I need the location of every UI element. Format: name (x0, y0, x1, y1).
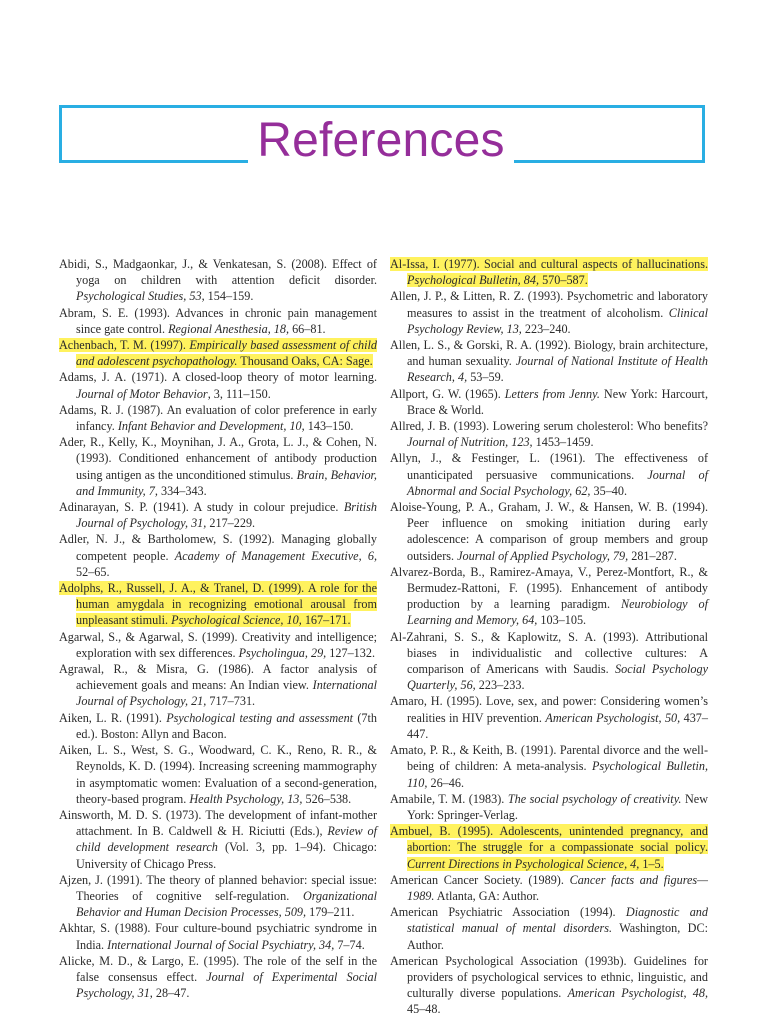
reference-source: Review of child development research (76, 824, 377, 855)
reference-entry-aiken-ls (59, 742, 377, 807)
reference-entry-ajzen (59, 872, 377, 921)
page-title: References (257, 114, 505, 167)
reference-text: Al-Issa, I. (1977). Social and cultural aspects of hallucinations. (390, 257, 708, 271)
reference-source: Current Directions in Psychological Science, 4, (407, 856, 640, 871)
reference-source: Psychological Science, 10, (171, 613, 302, 628)
reference-source: Psycholingua, 29, (238, 645, 327, 660)
reference-text: Washington, DC: Author. (407, 921, 708, 952)
reference-text: 217–229. (206, 516, 256, 531)
reference-text: Alvarez-Borda, B., Ramirez-Amaya, V., Perez-Montfort, R., & Bermudez-Rattoni, F. (1995). Enhancement of antibody production by a learning paradigm. (390, 564, 708, 612)
reference-entry-aiken-lr (59, 710, 377, 742)
reference-entry-allen-jp (390, 288, 708, 337)
reference-text: Adolphs, R., Russell, J. A., & Tranel, D. (1999). A role for the human amygdala in recognizing emotional arousal from unpleasant stimuli. (59, 581, 377, 628)
reference-text: 570–587. (539, 273, 588, 288)
reference-text: Ambuel, B. (1995). Adolescents, unintended pregnancy, and abortion: The struggle for a compassionate social policy. (390, 824, 708, 855)
reference-entry-al-zahrani (390, 629, 708, 694)
reference-text: Aiken, L. S., West, S. G., Woodward, C. K., Reno, R. R., & Reynolds, K. D. (1994). Increasing screening mammography in asymptomatic women: Evaluation of a second-generation, theory-based program. (59, 743, 377, 806)
reference-text: Adinarayan, S. P. (1941). A study in colour prejudice. (59, 500, 344, 515)
reference-text: 127–132. (326, 645, 375, 660)
reference-text: Amaro, H. (1995). Love, sex, and power: Considering women’s realities in HIV prevention. (390, 694, 708, 725)
reference-source: American Psychologist, 48, (567, 986, 708, 1001)
reference-entry-ainsworth (59, 807, 377, 872)
reference-source: American Psychologist, 50, (545, 710, 681, 725)
references-right-column (390, 256, 708, 1018)
reference-text: Adams, J. A. (1971). A closed-loop theory of motor learning. (59, 370, 377, 385)
reference-text: 103–105. (537, 613, 587, 628)
reference-entry-adams-ja (59, 369, 377, 401)
reference-text: Amabile, T. M. (1983). (390, 791, 508, 806)
reference-text: 223–233. (475, 678, 525, 693)
reference-text: Thousand Oaks, CA: Sage. (237, 354, 373, 369)
reference-text: New York: Harcourt, Brace & World. (407, 386, 708, 417)
reference-source: Diagnostic and statistical manual of mental disorders. (407, 905, 708, 936)
reference-source: Brain, Behavior, and Immunity, 7, (76, 467, 377, 498)
reference-entry-adler (59, 531, 377, 580)
reference-entry-adams-rj (59, 402, 377, 434)
reference-source: The social psychology of creativity. (507, 791, 682, 806)
reference-text: 281–287. (628, 548, 677, 563)
reference-source: Psychological Studies, 53, (76, 289, 205, 304)
reference-text: American Cancer Society. (1989). (390, 872, 570, 887)
references-left-column (59, 256, 377, 1001)
reference-text: Allyn, J., & Festinger, L. (1961). The effectiveness of unanticipated persuasive communications. (390, 451, 708, 482)
reference-text: Allen, J. P., & Litten, R. Z. (1993). Psychometric and laboratory measures to assist in the treatment of alcoholism. (390, 289, 708, 320)
reference-entry-achenbach (59, 337, 377, 369)
reference-source: Journal of National Institute of Health Research, 4, (407, 354, 708, 385)
reference-text: Ajzen, J. (1991). The theory of planned behavior: special issue: Theories of cognitive self-regulation. (59, 872, 377, 903)
reference-source: Letters from Jenny. (504, 386, 600, 401)
reference-source: Empirically based assessment of child and adolescent psychopathology. (76, 338, 377, 369)
reference-source: Journal of Nutrition, 123, (407, 435, 533, 450)
reference-source: Infant Behavior and Development, 10, (117, 419, 305, 434)
highlight-mark (59, 338, 377, 368)
reference-text: Abram, S. E. (1993). Advances in chronic pain management since gate control. (59, 305, 377, 336)
reference-text: 53–59. (467, 370, 504, 385)
reference-text: Amato, P. R., & Keith, B. (1991). Parental divorce and the well-being of children: A meta-analysis. (390, 743, 708, 774)
reference-source: Psychological testing and assessment (166, 710, 354, 725)
reference-entry-allyn (390, 450, 708, 499)
reference-entry-amaro (390, 693, 708, 742)
reference-text: Allen, L. S., & Gorski, R. A. (1992). Biology, brain architecture, and human sexuality. (390, 338, 708, 369)
reference-entry-abram (59, 305, 377, 337)
reference-text: 45–48. (407, 1002, 441, 1017)
reference-source: Neurobiology of Learning and Memory, 64, (407, 597, 708, 628)
reference-entry-abidi (59, 256, 377, 305)
title-rule-right (514, 160, 705, 163)
reference-text: New York: Springer-Verlag. (407, 791, 709, 822)
reference-entry-amato (390, 742, 708, 791)
reference-source: Psychological Bulletin, 84, (407, 273, 540, 288)
reference-entry-akhtar (59, 920, 377, 952)
reference-text: 154–159. (204, 289, 254, 304)
reference-text: Adams, R. J. (1987). An evaluation of color preference in early infancy. (59, 402, 377, 434)
reference-text: 223–240. (521, 321, 571, 336)
reference-entry-allport (390, 386, 708, 418)
reference-entry-alvarez-borda (390, 564, 708, 629)
reference-text: Atlanta, GA: Author. (434, 888, 540, 903)
reference-text: 717–731. (206, 694, 256, 709)
reference-text: Aloise-Young, P. A., Graham, J. W., & Hansen, W. B. (1994). Peer influence on smoking initiation during early adolescence: A comparison of group members and group outsiders. (390, 500, 708, 563)
reference-text: Agarwal, S., & Agarwal, S. (1999). Creativity and intelligence; exploration with sex differences. (59, 629, 377, 660)
reference-text: 437–447. (407, 710, 708, 741)
reference-text: Ainsworth, M. D. S. (1973). The development of infant-mother attachment. In B. Caldwell & H. Riciutti (Eds.), (59, 807, 377, 839)
reference-text: Ader, R., Kelly, K., Moynihan, J. A., Grota, L. J., & Cohen, N. (1993). Conditioned enhancement of antibody production using antigen as the unconditioned stimulus. (59, 435, 377, 482)
reference-entry-adinarayan (59, 499, 377, 531)
reference-text: 35–40. (590, 483, 628, 498)
reference-text: Adler, N. J., & Bartholomew, S. (1992). Managing globally competent people. (59, 532, 377, 563)
reference-entry-ader (59, 434, 377, 499)
reference-source: Journal of Experimental Social Psychology, 31, (76, 969, 377, 1001)
reference-source: Health Psychology, 13, (189, 791, 303, 806)
reference-text: American Psychiatric Association (1994). (390, 905, 626, 920)
reference-entry-agrawal (59, 661, 377, 710)
reference-text: American Psychological Association (1993b). Guidelines for providers of psychological services to ethnic, linguistic, and culturally diverse populations. (390, 953, 708, 1001)
reference-text: Abidi, S., Madgaonkar, J., & Venkatesan, S. (2008). Effect of yoga on children with attention deficit disorder. (59, 257, 377, 288)
reference-text: 1453–1459. (532, 435, 594, 450)
reference-source: International Journal of Social Psychiatry, 34, (107, 937, 335, 952)
reference-text: 26–46. (427, 775, 464, 790)
reference-text: Aiken, L. R. (1991). (59, 710, 167, 725)
reference-entry-agarwal-s (59, 629, 377, 661)
reference-entry-allred (390, 418, 708, 450)
reference-source: Journal of Motor Behavior (76, 386, 208, 401)
reference-source: Regional Anesthesia, 18, (168, 321, 290, 336)
reference-source: Organizational Behavior and Human Decision Processes, 509, (76, 888, 377, 920)
highlight-mark (390, 257, 708, 287)
reference-text: 179–211. (306, 905, 355, 920)
reference-text: 334–343. (157, 483, 207, 498)
reference-entry-ambuel (390, 823, 708, 872)
reference-text: Achenbach, T. M. (1997). (59, 338, 190, 353)
reference-source: British Journal of Psychology, 31, (76, 500, 377, 531)
highlight-mark (390, 824, 708, 870)
reference-text: , 3, 111–150. (207, 386, 271, 401)
reference-text: 143–150. (304, 419, 354, 434)
reference-source: Journal of Applied Psychology, 79, (457, 548, 629, 563)
reference-text: (7th ed.). Boston: Allyn and Bacon. (76, 710, 377, 741)
reference-text: (Vol. 3, pp. 1–94). Chicago: University of Chicago Press. (76, 840, 377, 871)
reference-source: Cancer facts and figures—1989. (407, 872, 708, 903)
reference-source: Clinical Psychology Review, 13, (407, 305, 708, 336)
reference-source: Social Psychology Quarterly, 56, (407, 662, 709, 693)
reference-entry-adolphs (59, 580, 377, 629)
reference-entry-amabile (390, 791, 708, 823)
reference-text: Allport, G. W. (1965). (390, 386, 505, 401)
reference-source: Psychological Bulletin, 110, (407, 759, 708, 790)
reference-text: 28–47. (152, 986, 190, 1001)
reference-source: Journal of Abnormal and Social Psychology, 62, (407, 467, 708, 498)
reference-entry-acs (390, 872, 708, 904)
reference-entry-al-issa (390, 256, 708, 288)
reference-text: Al-Zahrani, S. S., & Kaplowitz, S. A. (1993). Attributional biases in individualistic and collective cultures: A comparison of Americans with Saudis. (390, 629, 708, 677)
reference-text: 1–5. (639, 856, 664, 871)
reference-text: Allred, J. B. (1993). Lowering serum cholesterol: Who benefits? (390, 419, 708, 434)
reference-text: 66–81. (289, 321, 326, 336)
reference-entry-allen-ls (390, 337, 708, 386)
reference-text: Akhtar, S. (1988). Four culture-bound psychiatric syndrome in India. (59, 921, 377, 952)
reference-entry-alicke (59, 953, 377, 1002)
reference-text: Agrawal, R., & Misra, G. (1986). A factor analysis of achievement goals and means: An Indian view. (59, 662, 377, 693)
reference-text: 52–65. (76, 564, 110, 579)
reference-text: Alicke, M. D., & Largo, E. (1995). The role of the self in the false consensus effect. (59, 953, 377, 984)
reference-source: Academy of Management Executive, 6, (174, 548, 377, 563)
highlight-mark (59, 581, 377, 627)
reference-text: 526–538. (302, 791, 352, 806)
reference-entry-apa-psychological (390, 953, 708, 1018)
reference-entry-aloise-young (390, 499, 708, 564)
title-rule-left (59, 160, 248, 163)
reference-entry-apa-psychiatric (390, 904, 708, 953)
reference-text: 167–171. (301, 613, 351, 628)
reference-text: 7–74. (334, 937, 365, 952)
reference-source: International Journal of Psychology, 21, (76, 678, 377, 709)
